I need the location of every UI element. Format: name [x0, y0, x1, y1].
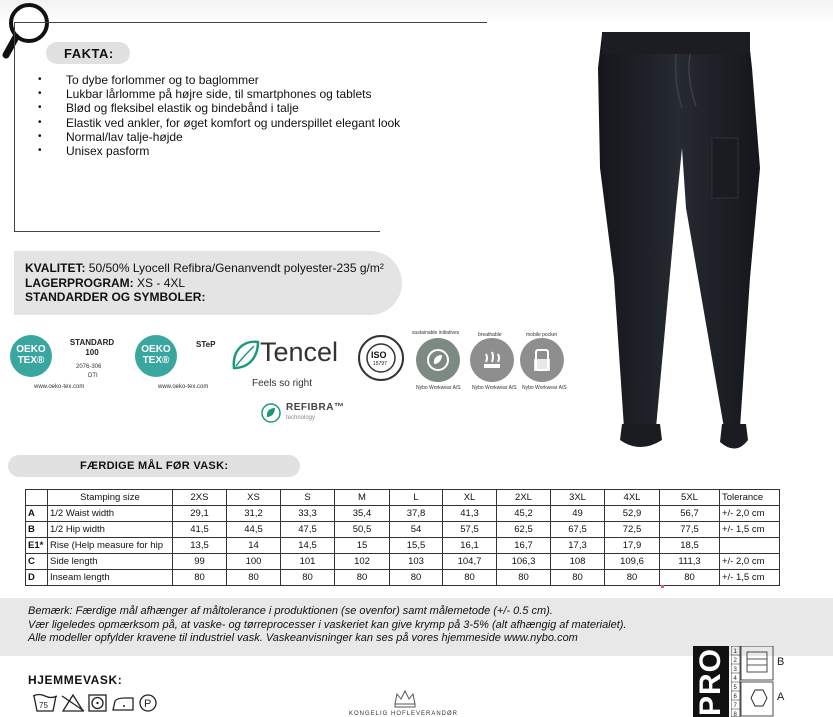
standards-label: STANDARDER OG SYMBOLER:	[25, 290, 206, 304]
table-cell: 33,3	[281, 506, 335, 522]
refibra-icon	[260, 402, 282, 424]
fakta-list	[38, 73, 400, 158]
table-cell	[720, 538, 780, 554]
table-cell: +/- 1,5 cm	[720, 522, 780, 538]
table-cell: 56,7	[660, 506, 720, 522]
table-cell: 17,3	[551, 538, 605, 554]
table-cell: 80	[281, 570, 335, 586]
table-cell: +/- 2,0 cm	[720, 554, 780, 570]
table-cell: 67,5	[551, 522, 605, 538]
note-line: Vær ligeledes opmærksom på, at vaske- og tørreprocesser i vaskeriet kan give krymp på 3-5% (alt afhængig af materialet).	[28, 618, 627, 631]
table-cell: 77,5	[660, 522, 720, 538]
top-band	[0, 0, 833, 22]
iso-text: ISO	[371, 350, 387, 360]
tencel-leaf-icon	[230, 338, 260, 372]
fakta-item: • Lukbar lårlomme på højre side, til smartphones og tablets	[38, 87, 400, 101]
table-cell: 80	[227, 570, 281, 586]
table-cell: 57,5	[443, 522, 497, 538]
table-header-cell: S	[281, 490, 335, 506]
table-cell: 80	[443, 570, 497, 586]
tencel-logo: Tencel	[260, 337, 339, 367]
kvalitet-label: KVALITET:	[25, 261, 86, 275]
table-cell: 1/2 Hip width	[48, 522, 173, 538]
table-cell: +/- 2,0 cm	[720, 506, 780, 522]
pro-block	[693, 646, 729, 717]
note-line: Alle modeller opfylder kravene til industriel vask. Vaskeanvisninger kan ses på vores hjemmeside www.nybo.com	[28, 632, 578, 644]
oeko-tex-step-logo: OEKO TEX®	[135, 335, 177, 377]
svg-text:2: 2	[733, 658, 737, 664]
oeko-step-text: STeP	[196, 340, 216, 349]
table-cell: 52,9	[605, 506, 660, 522]
table-cell: 100	[227, 554, 281, 570]
badge-caption: sustainable initiatives	[412, 330, 460, 336]
care-symbols	[33, 692, 163, 714]
table-cell: 108	[551, 554, 605, 570]
table-header-cell: XS	[227, 490, 281, 506]
table-row	[26, 554, 780, 570]
recycle-leaf-icon	[426, 348, 450, 372]
table-cell: 35,4	[335, 506, 390, 522]
table-header-cell: 2XL	[497, 490, 551, 506]
table-header-cell: 5XL	[660, 490, 720, 506]
table-cell: 62,5	[497, 522, 551, 538]
svg-text:1: 1	[733, 649, 737, 655]
table-cell: 111,3	[660, 554, 720, 570]
note-line: Bemærk: Færdige mål afhænger af måltolerance i produktionen (se ovenfor) samt målemetode (+/- 0.5 cm).	[28, 605, 553, 617]
table-cell: 41,3	[443, 506, 497, 522]
table-header-cell: 2XS	[173, 490, 227, 506]
table-cell: 47,5	[281, 522, 335, 538]
breathable-icon	[480, 348, 504, 372]
mobile-pocket-icon	[531, 347, 553, 373]
table-cell: 80	[335, 570, 390, 586]
table-cell: 49	[551, 506, 605, 522]
pants-product-image	[590, 28, 770, 460]
lagerprogram-value: XS - 4XL	[137, 275, 186, 290]
table-cell: A	[26, 506, 48, 522]
pro-class-grid	[731, 646, 775, 717]
table-cell: 72,5	[605, 522, 660, 538]
table-cell: 44,5	[227, 522, 281, 538]
fakta-title: FAKTA:	[46, 42, 130, 64]
svg-text:8: 8	[733, 712, 737, 717]
table-cell: D	[26, 570, 48, 586]
decorative-mark	[661, 585, 664, 588]
fakta-item: • Unisex pasform	[38, 144, 400, 158]
table-cell: 101	[281, 554, 335, 570]
table-cell: 80	[605, 570, 660, 586]
badge-brand: Nybo Workwear A/S	[416, 385, 461, 391]
fakta-item: • Elastik ved ankler, for øget komfort og underspillet elegant look	[38, 116, 400, 130]
iso-number: 15797	[373, 361, 387, 367]
table-cell: Side length	[48, 554, 173, 570]
sizes-title: FÆRDIGE MÅL FØR VASK:	[8, 455, 300, 477]
size-table	[25, 489, 780, 586]
table-cell: 18,5	[660, 538, 720, 554]
badge-brand: Nybo Workwear A/S	[522, 385, 567, 391]
badge-brand: Nybo Workwear A/S	[472, 385, 517, 391]
table-header-cell: L	[390, 490, 443, 506]
oeko-institute: DTI	[88, 373, 98, 379]
oeko-url: www.oeko-tex.com	[34, 384, 85, 390]
table-row	[26, 506, 780, 522]
table-cell: 1/2 Waist width	[48, 506, 173, 522]
table-cell: 80	[497, 570, 551, 586]
table-cell: +/- 1,5 cm	[720, 570, 780, 586]
iron-icon	[113, 698, 133, 710]
table-cell: 16,7	[497, 538, 551, 554]
table-header-cell: 3XL	[551, 490, 605, 506]
table-cell: 37,8	[390, 506, 443, 522]
tumble-dry-icon	[89, 695, 106, 711]
table-cell: 31,2	[227, 506, 281, 522]
oeko-step-url: www.oeko-tex.com	[158, 384, 209, 390]
table-cell: B	[26, 522, 48, 538]
table-header-cell: 4XL	[605, 490, 660, 506]
table-header-cell	[26, 490, 48, 506]
table-cell: 16,1	[443, 538, 497, 554]
royal-crown-icon	[392, 688, 418, 710]
refibra-sub: technology	[286, 415, 316, 421]
table-cell: 106,3	[497, 554, 551, 570]
pro-class-letter: A	[777, 691, 785, 703]
oeko-code: 2076-306	[76, 364, 102, 370]
professional-clean-p-icon	[140, 695, 156, 711]
table-cell: 109,6	[605, 554, 660, 570]
table-header-cell: XL	[443, 490, 497, 506]
badge-caption: mobile pocket	[526, 332, 557, 338]
table-cell: 102	[335, 554, 390, 570]
table-cell: 15	[335, 538, 390, 554]
table-cell: 29,1	[173, 506, 227, 522]
table-row	[26, 522, 780, 538]
svg-text:5: 5	[733, 685, 737, 691]
table-cell: 15,5	[390, 538, 443, 554]
table-cell: 50,5	[335, 522, 390, 538]
svg-text:3: 3	[733, 667, 737, 673]
oeko-tex-logo: OEKO TEX®	[10, 335, 52, 377]
table-cell: 104,7	[443, 554, 497, 570]
table-cell: 103	[390, 554, 443, 570]
table-row	[26, 570, 780, 586]
svg-text:6: 6	[733, 694, 737, 700]
fakta-item: • Blød og fleksibel elastik og bindebånd i talje	[38, 101, 400, 115]
table-cell: Inseam length	[48, 570, 173, 586]
table-cell: 80	[660, 570, 720, 586]
table-row	[26, 538, 780, 554]
hjemmevask-title: HJEMMEVASK:	[28, 673, 123, 687]
wash-temp: 75	[39, 701, 48, 710]
table-header-row	[26, 490, 780, 506]
no-bleach-icon	[62, 695, 84, 711]
refibra-logo: REFIBRA™	[286, 402, 345, 413]
svg-text:7: 7	[733, 703, 737, 709]
svg-text:4: 4	[733, 676, 737, 682]
table-cell: 17,9	[605, 538, 660, 554]
table-cell: 41,5	[173, 522, 227, 538]
table-cell: 80	[173, 570, 227, 586]
table-cell: 54	[390, 522, 443, 538]
tencel-tagline: Feels so right	[252, 378, 313, 389]
table-cell: C	[26, 554, 48, 570]
lagerprogram-label: LAGERPROGRAM:	[25, 275, 134, 290]
table-cell: E1*	[26, 538, 48, 554]
pro-class-letter: B	[777, 656, 785, 668]
pro-label: PRO	[694, 647, 727, 716]
table-header-cell: M	[335, 490, 390, 506]
table-header-cell: Tolerance	[720, 490, 780, 506]
svg-text:P: P	[144, 698, 152, 710]
table-cell: Rise (Help measure for hip	[48, 538, 173, 554]
badge-caption: breathable	[478, 332, 502, 338]
table-cell: 14	[227, 538, 281, 554]
table-header-cell: Stamping size	[48, 490, 173, 506]
table-cell: 80	[551, 570, 605, 586]
kvalitet-value: 50/50% Lyocell Refibra/Genanvendt polyester-235 g/m²	[88, 261, 384, 275]
royal-warrant-text: KONGELIG HOFLEVERANDØR	[349, 711, 459, 717]
table-cell: 80	[390, 570, 443, 586]
oeko-standard-text: STANDARD 100	[69, 338, 115, 357]
table-cell: 13,5	[173, 538, 227, 554]
fakta-item: • To dybe forlommer og to baglommer	[38, 73, 400, 87]
table-cell: 14,5	[281, 538, 335, 554]
table-cell: 99	[173, 554, 227, 570]
fakta-item: • Normal/lav talje-højde	[38, 130, 400, 144]
table-cell: 45,2	[497, 506, 551, 522]
quality-block	[14, 251, 402, 315]
